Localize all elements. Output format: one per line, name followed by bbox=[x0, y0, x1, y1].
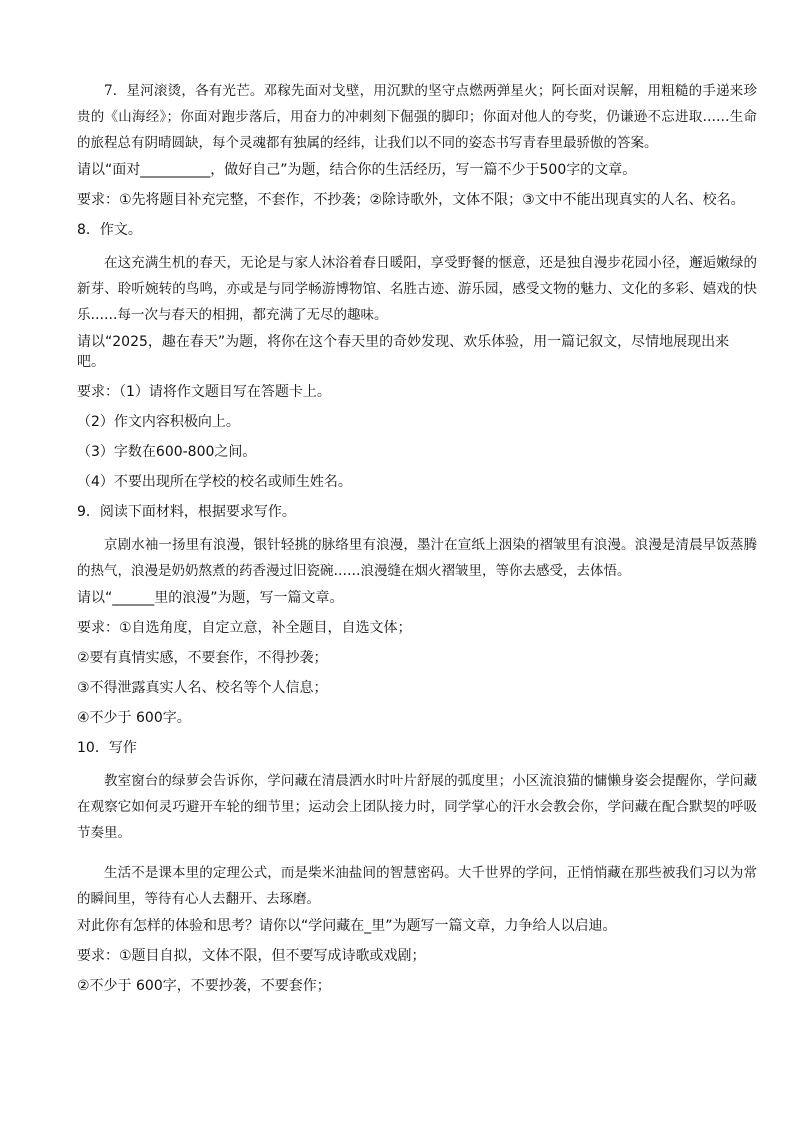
q8-heading: 8．作文。 bbox=[77, 222, 142, 238]
q10-prompt: 对此你有怎样的体验和思考？请你以“学问藏在_里”为题写一篇文章，力争给人以启迪。 bbox=[77, 918, 617, 934]
q9-requirement-2: ②要有真情实感，不要套作，不得抄袭； bbox=[77, 650, 328, 666]
q10-heading: 10．写作 bbox=[77, 740, 137, 756]
q8-requirement-2: （2）作文内容积极向上。 bbox=[77, 414, 240, 430]
q7-paragraph: 7．星河滚烫，各有光芒。邓稼先面对戈壁，用沉默的坚守点燃两弹星火；阿长面对误解，用粗糙的手递来珍贵的《山海经》；你面对跑步落后，用奋力的冲刺刻下倔强的脚印；你面对他人的夸奖，仍谦逊不忘进取……生命的旅程总有阴晴圆缺，每个灵魂都有独属的经纬，让我们以不同的姿态书写青春里最骄傲的答案。 bbox=[77, 83, 757, 151]
q7-prompt: 请以“面对__________，做好自己”为题，结合你的生活经历，写一篇不少于500字的文章。 bbox=[77, 162, 637, 178]
q10-requirement-1: 要求：①题目自拟，文体不限，但不要写成诗歌或戏剧； bbox=[77, 948, 426, 964]
q9-prompt: 请以“______里的浪漫”为题，写一篇文章。 bbox=[77, 590, 344, 606]
q10-paragraph-2: 生活不是课本里的定理公式，而是柴米油盐间的智慧密码。大千世界的学问，正悄悄藏在那些被我们习以为常的瞬间里，等待有心人去翻开、去琢磨。 bbox=[77, 865, 757, 907]
q8-requirement-3: （3）字数在600-800之间。 bbox=[77, 444, 257, 460]
q9-requirement-4: ④不少于 600字。 bbox=[77, 710, 191, 726]
q8-prompt: 请以“2025，趣在春天”为题，将你在这个春天里的奇妙发现、欢乐体验，用一篇记叙文，尽情地展现出来吧。 bbox=[77, 334, 730, 370]
question-9 bbox=[77, 502, 757, 728]
q9-requirement-3: ③不得泄露真实人名、校名等个人信息； bbox=[77, 680, 328, 696]
q9-paragraph: 京剧水袖一扬里有浪漫，银针轻挑的脉络里有浪漫，墨汁在宣纸上洇染的褶皱里有浪漫。浪漫是清晨早饭蒸腾的热气，浪漫是奶奶熬煮的药香漫过旧瓷碗……浪漫缝在烟火褶皱里，等你去感受，去体悟。 bbox=[77, 537, 757, 579]
question-7 bbox=[77, 78, 757, 210]
q7-requirement: 要求：①先将题目补充完整，不套作，不抄袭；②除诗歌外，文体不限；③文中不能出现真实的人名、校名。 bbox=[77, 192, 745, 208]
q9-heading: 9．阅读下面材料，根据要求写作。 bbox=[77, 504, 296, 520]
question-8 bbox=[77, 220, 757, 492]
q8-requirement-4: （4）不要出现所在学校的校名或师生姓名。 bbox=[77, 474, 352, 490]
question-10 bbox=[77, 738, 757, 996]
q8-requirement-1: 要求：（1）请将作文题目写在答题卡上。 bbox=[77, 384, 331, 400]
q9-requirement-1: 要求：①自选角度，自定立意，补全题目，自选文体； bbox=[77, 620, 412, 636]
document-page bbox=[77, 78, 757, 1006]
q10-requirement-2: ②不少于 600字，不要抄袭，不要套作； bbox=[77, 978, 331, 994]
q10-paragraph-1: 教室窗台的绿萝会告诉你，学问藏在清晨洒水时叶片舒展的弧度里；小区流浪猫的慵懒身姿会提醒你，学问藏在观察它如何灵巧避开车轮的细节里；运动会上团队接力时，同学掌心的汗水会教会你，学问藏在配合默契的呼吸节奏里。 bbox=[77, 773, 757, 841]
q8-paragraph: 在这充满生机的春天，无论是与家人沐浴着春日暖阳，享受野餐的惬意，还是独自漫步花园小径，邂逅嫩绿的新芽、聆听婉转的鸟鸣，亦或是与同学畅游博物馆、名胜古迹、游乐园，感受文物的魅力、文化的多彩、嬉戏的快乐……每一次与春天的相拥，都充满了无尽的趣味。 bbox=[77, 255, 757, 323]
